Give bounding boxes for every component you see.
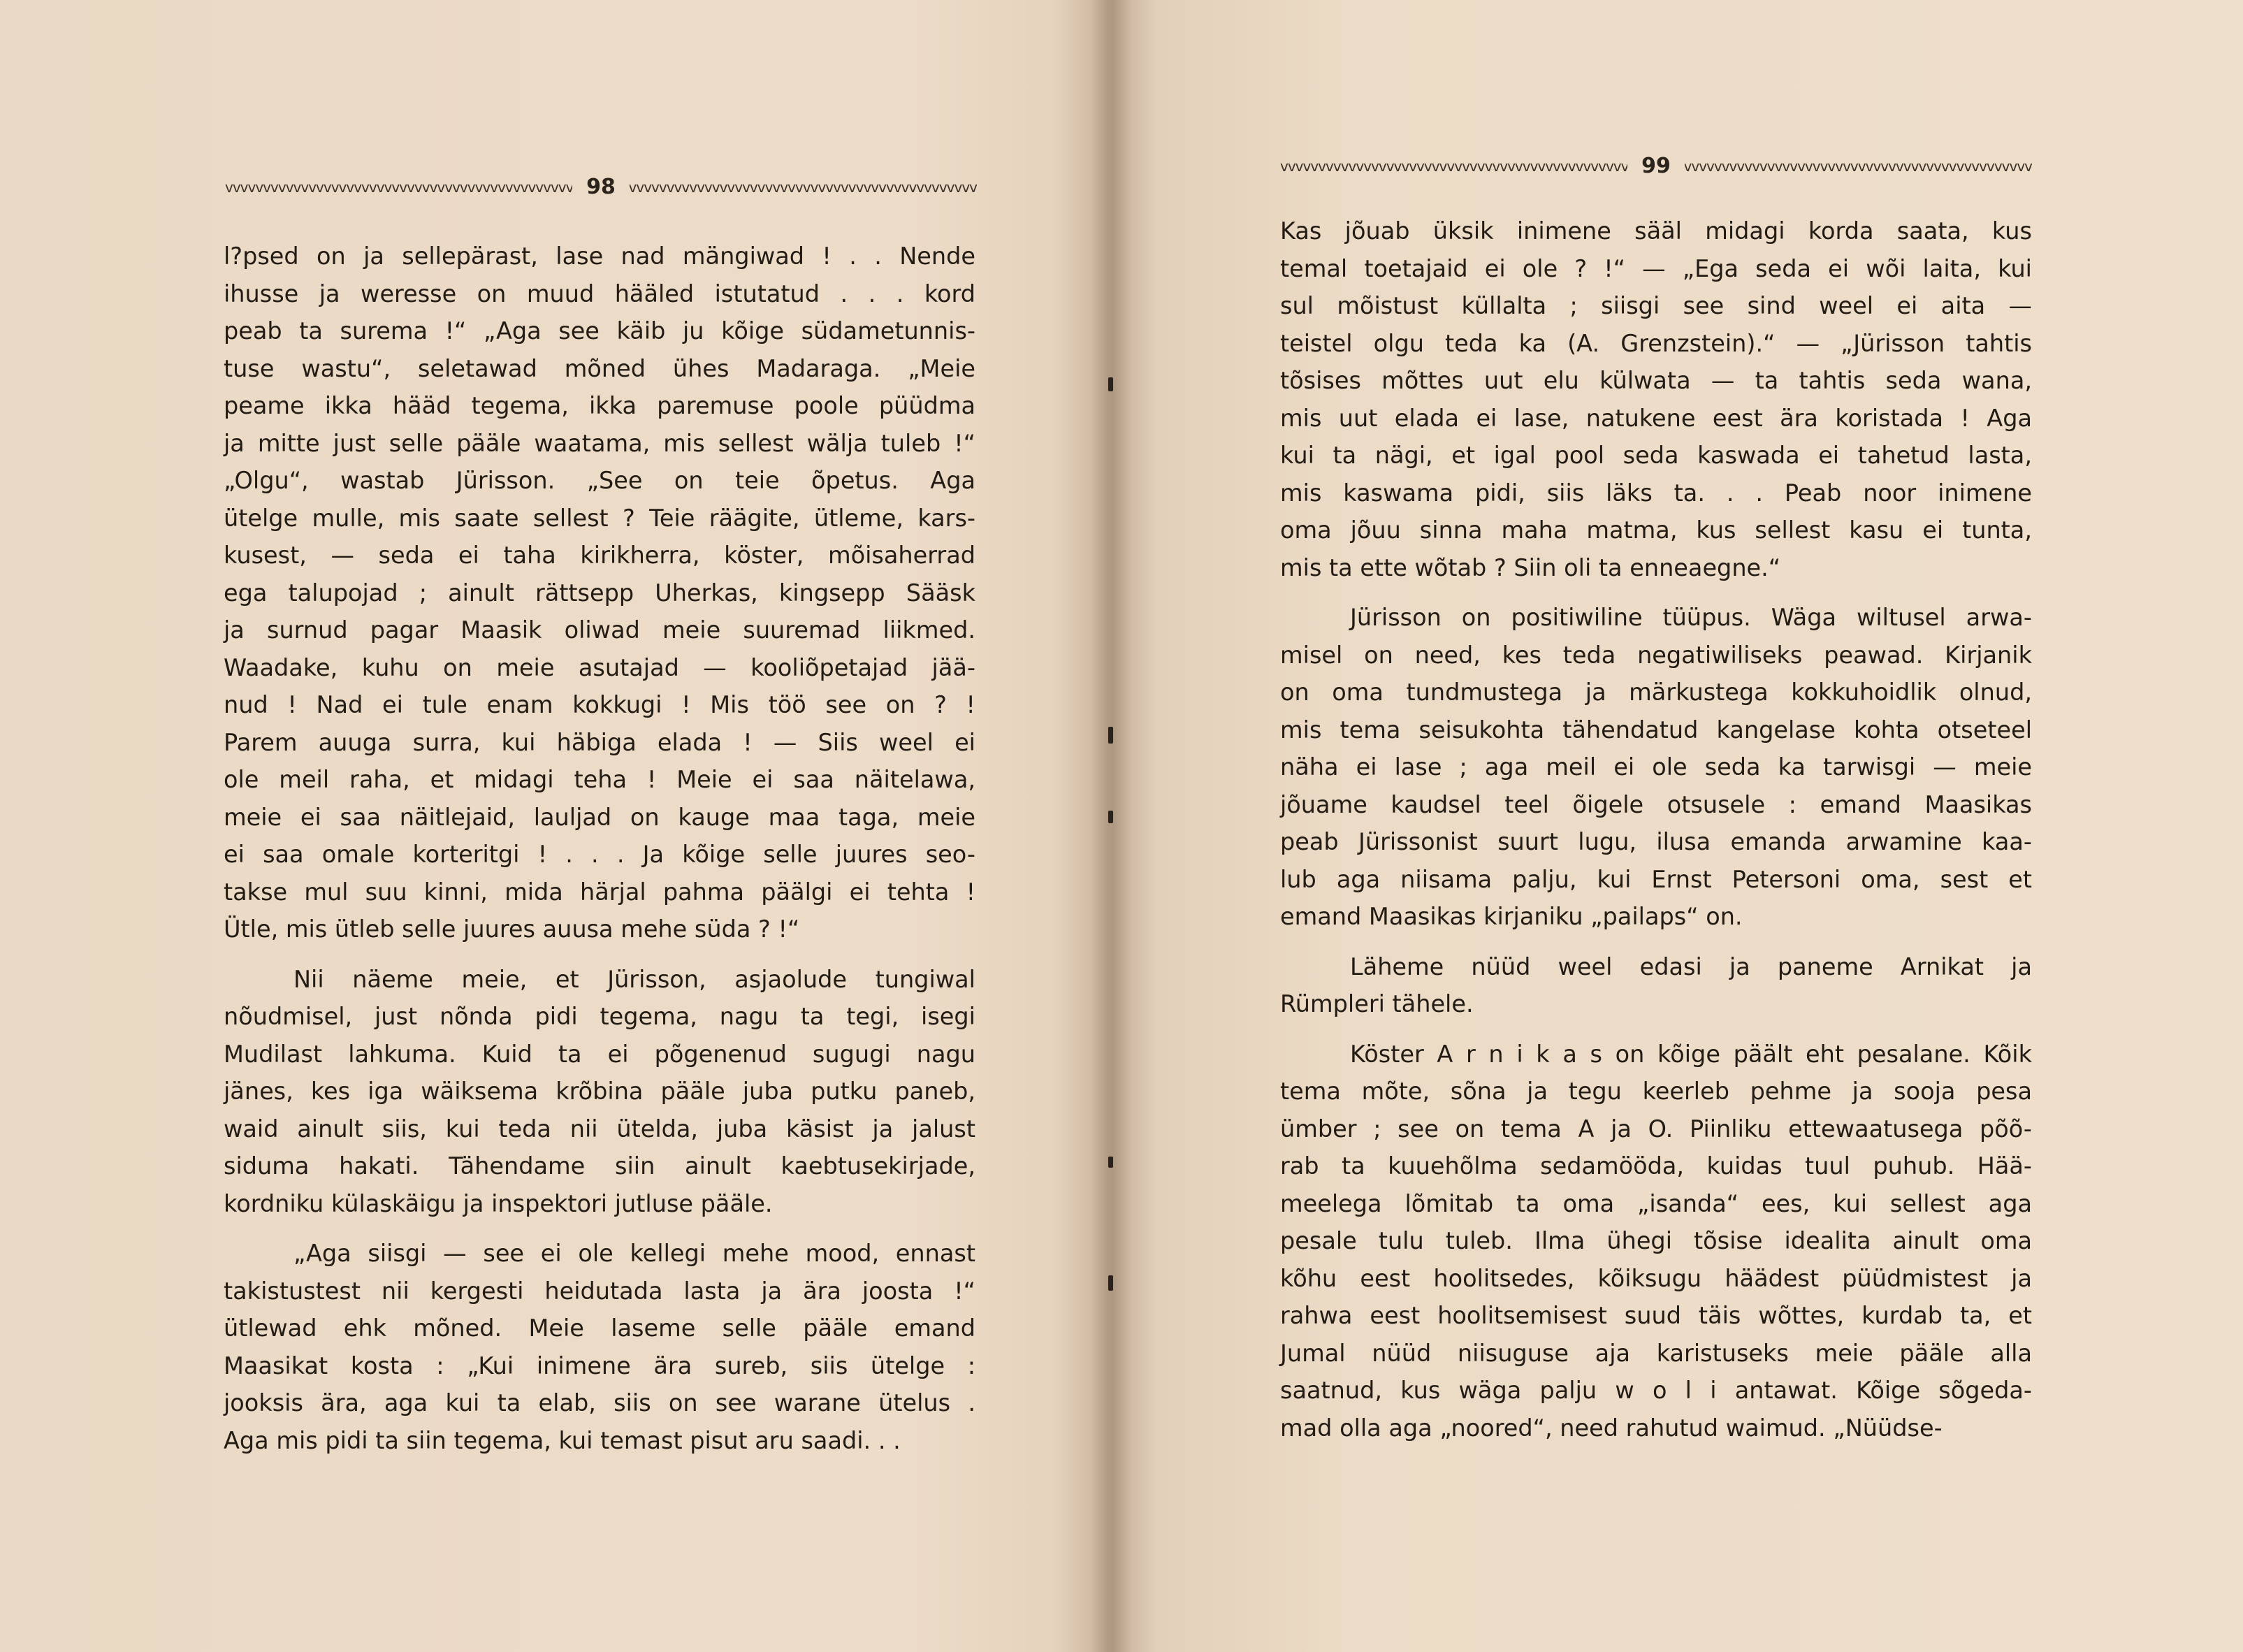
page-number: 99 xyxy=(1641,154,1671,178)
text-line: jooksis ära, aga kui ta elab, siis on see warane ütelus . xyxy=(224,1389,975,1416)
text-line: mis ta ette wõtab ? Siin oli ta enneaegne.“ xyxy=(1280,553,1781,581)
left-page-body xyxy=(224,238,975,1459)
text-line: peab Jürissonist suurt lugu, ilusa emanda arwamine kaa- xyxy=(1280,828,2032,855)
text-line: oma jõuu sinna maha matma, kus sellest kasu ei tunta, xyxy=(1280,516,2032,544)
text-line: ja surnud pagar Maasik oliwad meie suuremad liikmed. xyxy=(224,616,975,644)
paragraph xyxy=(1280,212,2032,586)
text-line: pesale tulu tuleb. Ilma ühegi tõsise idealita ainult oma xyxy=(1280,1227,2032,1254)
text-line: Mudilast lahkuma. Kuid ta ei põgenenud sugugi nagu xyxy=(224,1040,975,1068)
text-line: Läheme nüüd weel edasi ja paneme Arnikat ja xyxy=(1350,952,2032,980)
header-ornament xyxy=(1280,152,1627,180)
text-line: ega talupojad ; ainult rättsepp Uherkas, kingsepp Sääsk xyxy=(224,579,975,607)
text-line: kusest, — seda ei taha kirikherra, köster, mõisaherrad xyxy=(224,542,975,569)
text-line: lub aga niisama palju, kui Ernst Petersoni oma, sest et xyxy=(1280,865,2032,893)
text-line: ihusse ja weresse on muud hääled istutatud . . . kord xyxy=(224,280,975,307)
text-line: takistustest nii kergesti heidutada lasta ja ära joosta !“ xyxy=(224,1277,975,1305)
right-page-body xyxy=(1280,212,2032,1447)
text-line: l?psed on ja sellepärast, lase nad mängiwad ! . . Nende xyxy=(224,242,975,270)
paragraph xyxy=(224,961,975,1223)
text-line: jänes, kes iga wäiksema krõbina pääle juba putku paneb, xyxy=(224,1078,975,1105)
text-line: jõuame kaudsel teel õigele otsusele : emand Maasikas xyxy=(1280,790,2032,818)
paragraph xyxy=(224,238,975,948)
left-page xyxy=(0,0,1118,1652)
text-line: rahwa eest hoolitsemisest suud täis wõttes, kurdab ta, et xyxy=(1280,1302,2032,1329)
text-line: takse mul suu kinni, mida härjal pahma päälgi ei tehta ! xyxy=(224,878,975,906)
text-line: kordniku külaskäigu ja inspektori jutluse pääle. xyxy=(224,1189,773,1217)
text-line: tuse wastu“, seletawad mõned ühes Madaraga. „Meie xyxy=(224,354,975,382)
text-line: rab ta kuuehõlma sedamööda, kuidas tuul puhub. Hää- xyxy=(1280,1152,2032,1180)
text-line: kõhu eest hoolitsedes, kõiksugu häädest püüdmistest ja xyxy=(1280,1264,2032,1292)
text-line: ole meil raha, et midagi teha ! Meie ei saa näitelawa, xyxy=(224,766,975,793)
text-line: „Olgu“, wastab Jürisson. „See on teie õpetus. Aga xyxy=(224,467,975,494)
text-line: mis uut elada ei lase, natukene eest ära koristada ! Aga xyxy=(1280,404,2032,432)
text-line: temal toetajaid ei ole ? !“ — „Ega seda ei wõi laita, kui xyxy=(1280,254,2032,282)
text-line: ja mitte just selle pääle waatama, mis sellest wälja tuleb !“ xyxy=(224,429,975,457)
text-line: peame ikka hääd tegema, ikka paremuse poole püüdma xyxy=(224,392,975,419)
text-line: meelega lõmitab ta oma „isanda“ ees, kui sellest aga xyxy=(1280,1189,2032,1217)
text-line: nud ! Nad ei tule enam kokkugi ! Mis töö see on ? ! xyxy=(224,691,975,718)
text-line: meie ei saa näitlejaid, lauljad on kauge maa taga, meie xyxy=(224,803,975,831)
text-line: Rümpleri tähele. xyxy=(1280,990,1474,1017)
text-line: peab ta surema !“ „Aga see käib ju kõige südametunnis- xyxy=(224,317,975,345)
paragraph xyxy=(224,1235,975,1459)
text-line: Ütle, mis ütleb selle juures auusa mehe süda ? !“ xyxy=(224,915,800,943)
left-page-header xyxy=(225,173,977,201)
right-page xyxy=(1118,0,2243,1652)
text-line: näha ei lase ; aga meil ei ole seda ka tarwisgi — meie xyxy=(1280,753,2032,781)
text-line: ütelge mulle, mis saate sellest ? Teie räägite, ütleme, kars- xyxy=(224,504,975,532)
text-line: mis tema seisukohta tähendatud kangelase kohta otseteel xyxy=(1280,716,2032,744)
text-line: emand Maasikas kirjaniku „pailaps“ on. xyxy=(1280,903,1743,930)
text-line: sul mõistust küllalta ; siisgi see sind weel ei aita — xyxy=(1280,292,2032,319)
text-line: Parem auuga surra, kui häbiga elada ! — Siis weel ei xyxy=(224,728,975,756)
text-line: „Aga siisgi — see ei ole kellegi mehe mood, ennast xyxy=(293,1240,975,1267)
header-ornament xyxy=(630,173,977,201)
text-line: mad olla aga „noored“, need rahutud waimud. „Nüüdse- xyxy=(1280,1414,1943,1442)
text-line: Kas jõuab üksik inimene sääl midagi korda saata, kus xyxy=(1280,217,2032,245)
text-line: ümber ; see on tema A ja O. Piinliku ettewaatusega põõ- xyxy=(1280,1115,2032,1143)
text-line: misel on need, kes teda negatiwiliseks peawad. Kirjanik xyxy=(1280,641,2032,669)
paragraph xyxy=(1280,1036,2032,1447)
text-line: tõsises mõttes uut elu külwata — ta tahtis seda wana, xyxy=(1280,367,2032,394)
paragraph xyxy=(1280,948,2032,1023)
text-line: Aga mis pidi ta siin tegema, kui temast pisut aru saadi. . . xyxy=(224,1426,901,1454)
text-line: mis kaswama pidi, siis läks ta. . . Peab noor inimene xyxy=(1280,479,2032,507)
text-line: saatnud, kus wäga palju w o l i antawat. Kõige sõgeda- xyxy=(1280,1377,2032,1404)
paragraph xyxy=(1280,599,2032,936)
text-line: Nii näeme meie, et Jürisson, asjaolude tungiwal xyxy=(293,965,975,993)
text-line: Köster A r n i k a s on kõige päält eht pesalane. Kõik xyxy=(1350,1040,2032,1068)
text-line: waid ainult siis, kui teda nii ütelda, juba käsist ja jalust xyxy=(224,1115,975,1143)
text-line: kui ta nägi, et igal pool seda kaswada ei tahetud lasta, xyxy=(1280,442,2032,469)
header-ornament xyxy=(1685,152,2032,180)
text-line: ütlewad ehk mõned. Meie laseme selle pääle emand xyxy=(224,1314,975,1342)
header-ornament xyxy=(225,173,572,201)
text-line: on oma tundmustega ja märkustega kokkuhoidlik olnud, xyxy=(1280,679,2032,706)
text-line: Maasikat kosta : „Kui inimene ära sureb, siis ütelge : xyxy=(224,1352,975,1379)
text-line: Jürisson on positiwiline tüüpus. Wäga wiltusel arwa- xyxy=(1350,604,2032,631)
text-line: teistel olgu teda ka (A. Grenzstein).“ — „Jürisson tahtis xyxy=(1280,329,2032,357)
text-line: tema mõte, sõna ja tegu keerleb pehme ja sooja pesa xyxy=(1280,1078,2032,1105)
page-number: 98 xyxy=(586,175,616,199)
right-page-header xyxy=(1280,152,2032,180)
text-line: siduma hakati. Tähendame siin ainult kaebtusekirjade, xyxy=(224,1152,975,1180)
text-line: ei saa omale korteritgi ! . . . Ja kõige selle juures seo- xyxy=(224,841,975,868)
text-line: Waadake, kuhu on meie asutajad — kooliõpetajad jää- xyxy=(224,653,975,681)
text-line: nõudmisel, just nõnda pidi tegema, nagu ta tegi, isegi xyxy=(224,1003,975,1030)
text-line: Jumal nüüd niisuguse aja karistuseks meie pääle alla xyxy=(1280,1339,2032,1367)
